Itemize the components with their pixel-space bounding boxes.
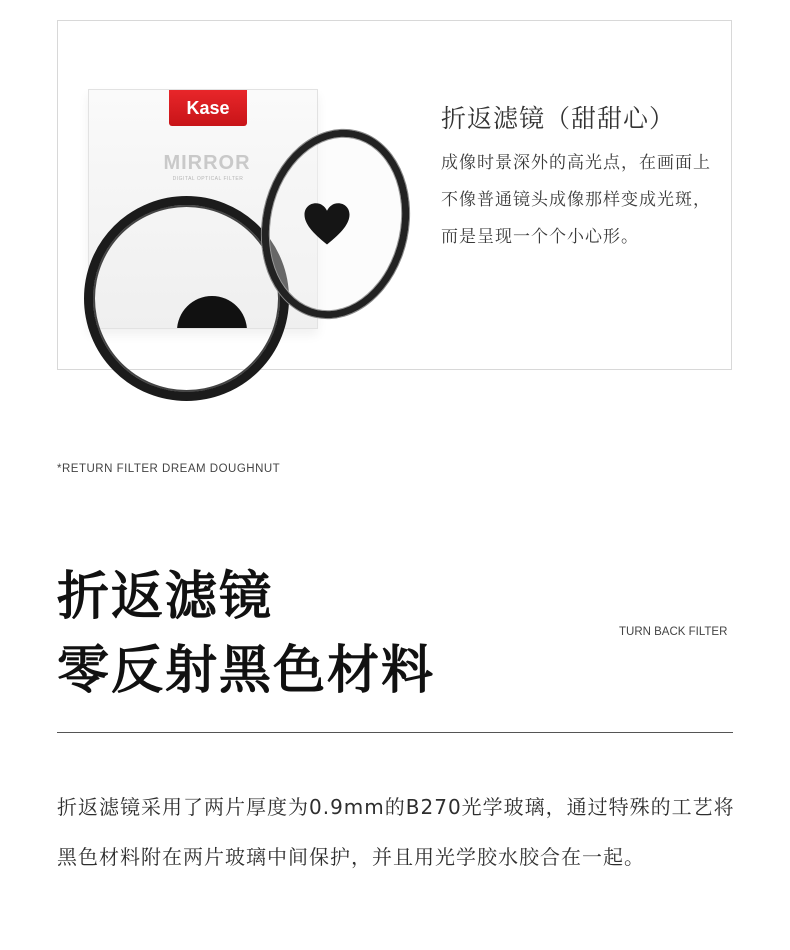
side-label: TURN BACK FILTER [619,626,728,638]
card-title: 折返滤镜（甜甜心） [441,104,676,133]
card-description: 成像时景深外的高光点，在画面上不像普通镜头成像那样变成光斑，而是呈现一个个小心形。 [441,153,711,247]
headline-line-2: 零反射黑色材料 [57,641,436,701]
product-image [78,71,428,361]
box-subtitle: DIGITAL OPTICAL FILTER [172,176,244,182]
box-title: MIRROR [163,152,251,174]
brand-logo: Kase [169,90,247,126]
filter-ring-back [84,196,289,401]
headline-line-1: 折返滤镜 [57,567,274,627]
product-card [57,20,732,370]
heart-icon [303,201,351,249]
section-eyebrow: *RETURN FILTER DREAM DOUGHNUT [57,463,281,475]
divider [57,732,733,733]
section-headline [57,560,435,708]
body-paragraph: 折返滤镜采用了两片厚度为0.9mm的B270光学玻璃，通过特殊的工艺将黑色材料附在两片玻璃中间保护，并且用光学胶水胶合在一起。 [57,795,735,869]
